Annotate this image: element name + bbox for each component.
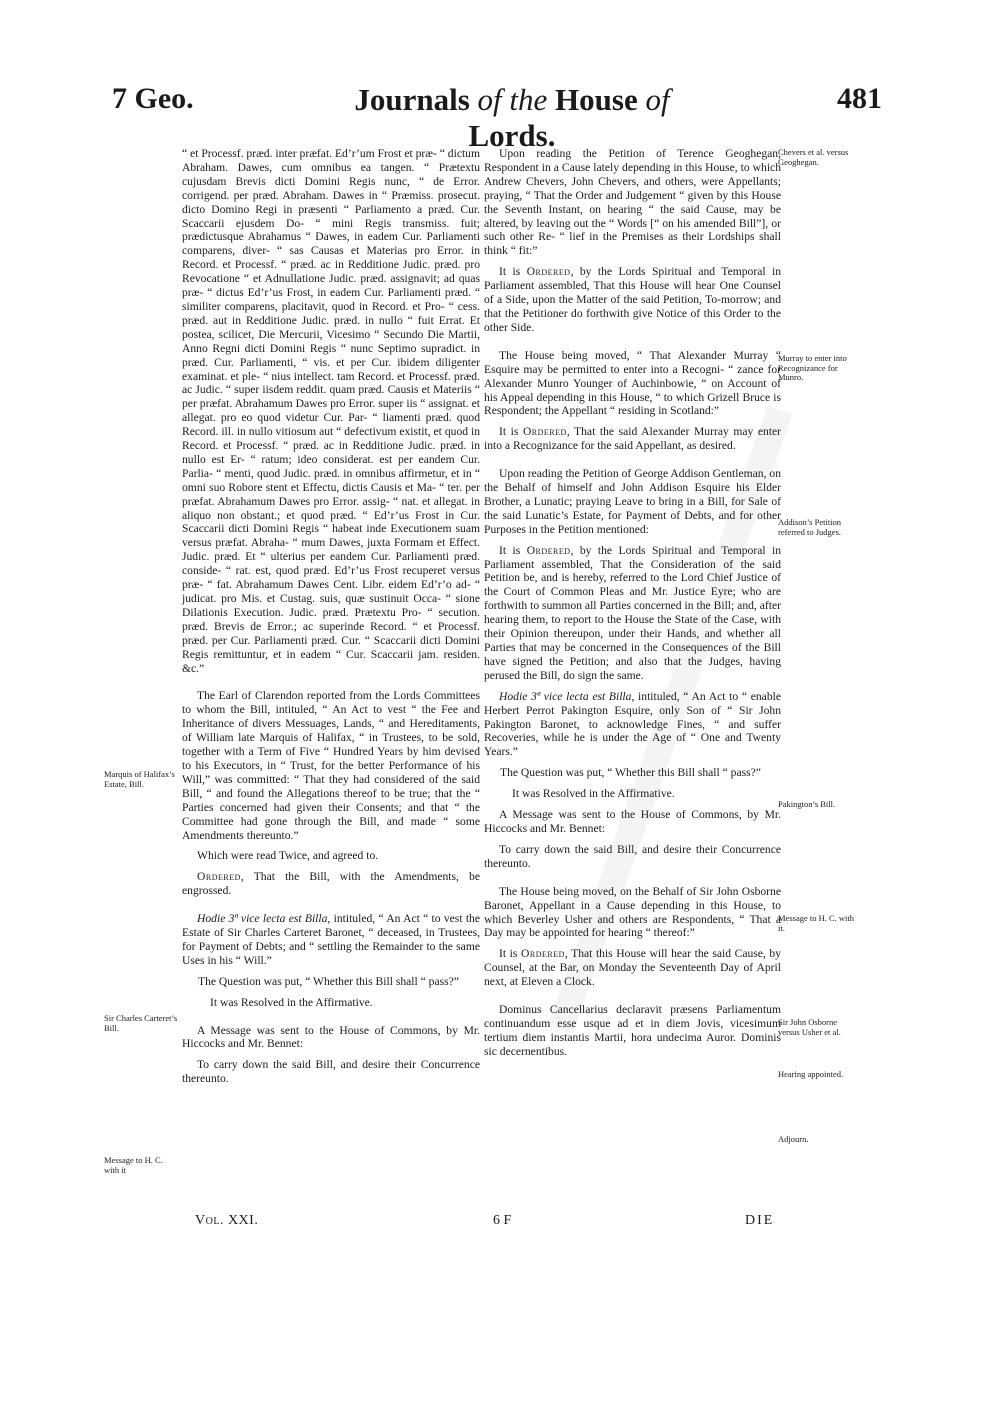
addison-order-text: , by the Lords Spiritual and Temporal in Parliament assembled, That the Consideration of the said Petition be, and is hereby, referred to the Lord Chief Justice of the Court of Common Pleas and Mr. Justice Eyre; who are forthwith to summon all Parties concerned in the Bill; and, after hearing them, to report to the House the State of the Case, with their Opinion thereupon, under their Hands, and whether all Parties that may be concerned in the Consequences of the Bill have signed the Petition; and also that the Judges, having perused the Bill, do sign the same. [484, 543, 782, 682]
title-the: the [509, 82, 548, 117]
page-number: 481 [837, 82, 882, 115]
it-is-label: It is [499, 265, 521, 279]
pakington-bill-text: , intituled, “ An Act to “ enable Herbert Perrot Pakington Esquire, only Son of “ Sir John Pakington Baronet, to acknowledge Fines, “ and suffer Recoveries, while he is under the Age of “ One and Twenty Years.” [484, 689, 781, 759]
order-engrossed-text: , That the Bill, with the Amendments, be engrossed. [182, 870, 480, 898]
margin-note-murray: Murray to enter into Recognizance for Munro. [778, 353, 847, 382]
hodie-label: Hodie 3ª vice lecta est Billa [197, 912, 328, 926]
margin-note-halifax: Marquis of Halifax’s Estate, Bill. [104, 769, 175, 789]
murray-motion: The House being moved, “ That Alexander Murray “ Esquire may be permitted to enter into a Recogni- “ zance for Alexander Munro Younger of Auchinbowie, “ on Account of his Appeal depending in this House, “ to which Grizell Bruce is Respondent; the Appellant “ residing in Scotland:” [484, 348, 781, 418]
margin-note-addison: Addison’s Petition referred to Judges. [778, 517, 842, 537]
hodie-label: Hodie 3ª vice lecta est Billa [499, 689, 632, 703]
order-engrossed [182, 870, 480, 898]
title-journals: Journals [354, 82, 470, 117]
title-house: House [555, 82, 638, 117]
running-title [312, 82, 712, 154]
volume-number: Vol. XXI. [195, 1213, 259, 1228]
margin-note-message-right: Message to H. C. with it. [778, 913, 855, 933]
it-is-label: It is [499, 947, 518, 961]
addison-order [484, 544, 781, 683]
catchword: DIE [745, 1213, 775, 1228]
carteret-bill-third-reading [182, 912, 480, 968]
right-column [484, 147, 781, 1066]
resolved: It was Resolved in the Affirmative. [210, 995, 373, 1009]
addison-petition: Upon reading the Petition of George Addison Gentleman, on the Behalf of himself and John Addison Esquire his Elder Brother, a Lunatic; praying Leave to bring in a Bill, for Sale of the said Lunatic’s Estate, for Payment of Debts, and for other Purposes in the Petition mentioned: [484, 467, 781, 536]
it-is-label: It is [499, 425, 519, 439]
regnal-year: 7 Geo. [112, 82, 194, 115]
signature-mark: 6 F [493, 1213, 512, 1228]
left-column [182, 147, 480, 1093]
chevers-order [484, 265, 781, 335]
title-of-2: of [645, 82, 670, 117]
pakington-bill-third-reading [484, 690, 781, 760]
chevers-petition: Upon reading the Petition of Terence Geoghegan, Respondent in a Cause lately depending in this House, to which Andrew Chevers, John Chevers, and others, were Appellants; praying, “ That the Order and Judgement “ given by this House the Seventh Instant, on hearing “ the said Cause, may be altered, by leaving out the “ Words [“ on his amended Bill”], or such other Re- “ lief in the Premises as their Lordships shall think “ fit:” [484, 147, 781, 258]
question-put: The Question was put, “ Whether this Bill shall “ pass?” [500, 766, 761, 780]
title-lords: Lords. [468, 118, 556, 153]
margin-note-message-left: Message to H. C. with it [104, 1155, 163, 1175]
ordered-label: Ordered [520, 947, 565, 961]
osborne-order [484, 947, 781, 989]
margin-note-pakington: Pakington’s Bill. [778, 799, 836, 809]
chevers-order-text: , by the Lords Spiritual and Temporal in Parliament assembled, That this House will hear One Counsel of a Side, upon the Matter of the said Petition, To-morrow; and that the Petitioner do forthwith give Notice of this Order to the other Side. [484, 265, 782, 334]
osborne-motion: The House being moved, on the Behalf of Sir John Osborne Baronet, Appellant in a Cause depending in this House, to which Beverley Usher and others are Respondents, “ That a Day may be appointed for hearing “ thereof:” [484, 884, 781, 940]
latin-judgement-text: “ et Processf. præd. inter præfat. Ed’r’um Frost et præ- “ dictum Abraham. Dawes, cum omnibus ea tangen. “ Prætextu cujusdam Brevis dicti Domini Regis nunc, “ de Error. corrigend. per præd. Abraham. Dawes in “ Præmiss. prosecut. dicto Domino Regi in præsenti “ Parliamento a præd. Cur. Scaccarii ejusdem Do- “ mini Regis transmiss. fuit; prædictusque Abrahamus “ Dawes, in eadem Cur. Parliamenti comparens, diver- “ sas Causas et Materias pro Error. in Record. et Processf. “ præd. ac in Redditione Judic. præd. pro Revocatione “ et Adnullatione Judic. præd. assignavit; ad quas præ- “ dictus Ed’r’us Frost, in eadem Cur. Parliamenti præd. “ similiter comparens, placitavit, quod in Record. et Pro- “ cess. præd. aut in Redditione Judic. præd. in nullo “ fuit Errat. Et postea, scilicet, Die Mercurii, Vicesimo “ Secundo Die Martii, Anno Regni dicti Domini Regis “ nunc Septimo supradict. in præd. Cur. Parliamenti, “ vis. et per Cur. ibidem diligenter examinat. et ple- “ nius intellect. tam Record. et Processf. præd. ac Judic. “ super iisdem reddit. quam præd. Causis et Materiis “ per præfat. Abrahamum Dawes pro Error. super iis “ assignat. et allegat. pro eo quod videtur Cur. Par- “ liamenti præd. quod Record. ill. in nullo vitiosum aut “ defectivum existit, et quod in Record. et Processf. “ præd. ac in Redditione Judic. præd. in nullo est Er- “ ratum; ideo considerat. est per eandem Cur. Parlia- “ menti, quod Judic. præd. in omnibus affirmetur, et in “ omni suo Robore stent et Effectu, dictis Causis et Ma- “ ter. per præfat. Abrahamum Dawes pro Error. assig- “ nat. et allegat. in aliquo non obstant.; et quod præd. “ Ed’r’us Frost in Cur. Scaccarii dicti Domini Regis “ habeat inde Executionem suam versus præfat. Abraha- “ mum Dawes, juxta Formam et Effect. Judic. præd. Et “ ulterius per eandem Cur. Parliamenti præd. conside- “ rat. est, quod præd. Ed’r’us Frost recuperet versus præ- “ fat. Abrahamum Dawes Cent. Libr. eidem Ed’r’o ad- “ judicat. pro Mis. et Custag. suis, quæ sustinuit Occa- “ sione Dilationis Execution. Judic. præd. Prætextu Pro- “ secution. præd. Brevis de Error.; ac superinde Record. “ et Processf. præd. per Cur. Parliamenti præd. Cur. “ Scaccarii dicti Domini Regis remittuntur, et in eadem “ Cur. Scaccarii jam. residen. &c.” [182, 147, 480, 675]
page-header [112, 82, 882, 153]
it-is-label: It is [499, 543, 521, 557]
read-twice: Which were read Twice, and agreed to. [197, 849, 379, 863]
carry-down: To carry down the said Bill, and desire their Concurrence thereunto. [182, 1058, 480, 1086]
message-sent: A Message was sent to the House of Commons, by Mr. Hiccocks and Mr. Bennet: [182, 1023, 480, 1051]
margin-note-hearing: Hearing appointed. [778, 1069, 844, 1079]
title-of-1: of [477, 82, 502, 117]
ordered-label: Ordered [526, 265, 571, 279]
murray-order-text: , That the said Alexander Murray may enter into a Recognizance for the said Appellant, as desired. [484, 425, 782, 453]
ordered-label: Ordered [526, 543, 571, 557]
murray-order [484, 425, 781, 453]
margin-note-adjourn: Adjourn. [778, 1134, 809, 1144]
question-put: The Question was put, “ Whether this Bill shall “ pass?” [198, 974, 459, 988]
ordered-label: Ordered [522, 425, 567, 439]
margin-note-osborne: Sir John Osborne versus Usher et al. [778, 1017, 841, 1037]
carry-down: To carry down the said Bill, and desire their Concurrence thereunto. [484, 842, 781, 870]
adjournment: Dominus Cancellarius declaravit præsens Parliamentum continuandum esse usque ad et in diem Jovis, vicesimum tertium diem instantis Martii, hora undecima Auror. Dominis sic decernentibus. [484, 1003, 781, 1058]
clarendon-report: The Earl of Clarendon reported from the Lords Committees to whom the Bill, intituled, “ An Act to vest “ the Fee and Inheritance of divers Messuages, Lands, “ and Hereditaments, of William late Marquis of Halifax, “ in Trustees, to be sold, together with a Term of Five “ Hundred Years by him devised to his Executors, in “ Trust, for the better Performance of his Will,” was committed: “ That they had considered of the said Bill, “ and found the Allegations thereof to be true; that the “ Parties concerned had given their Consents; and that “ the Committee had gone through the Bill, and made “ some Amendments thereunto.” [182, 689, 480, 842]
margin-note-chevers: Chevers et al. versus Geoghegan. [778, 147, 849, 167]
message-sent: A Message was sent to the House of Commons, by Mr. Hiccocks and Mr. Bennet: [484, 808, 781, 835]
osborne-order-text: , That this House will hear the said Cause, by Counsel, at the Bar, on Monday the Seventeenth Day of April next, at Eleven a Clock. [484, 947, 782, 989]
margin-note-carteret: Sir Charles Carteret’s Bill. [104, 1013, 178, 1033]
ordered-label: Ordered [197, 870, 241, 884]
resolved: It was Resolved in the Affirmative. [512, 787, 675, 801]
carteret-bill-text: , intituled, “ An Act “ to vest the Estate of Sir Charles Carteret Baronet, “ deceased, in Trustees, for Payment of Debts; and “ settling the Remainder to the same Uses in his “ Will.” [182, 912, 480, 967]
